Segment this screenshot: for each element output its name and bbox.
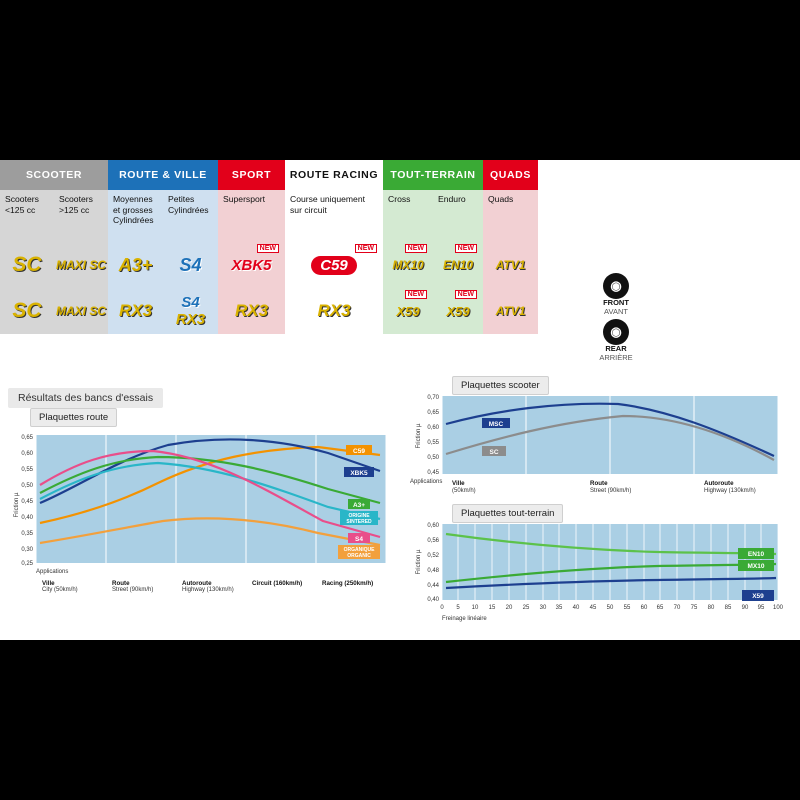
svg-text:5: 5	[456, 605, 460, 611]
y-ticks	[427, 395, 439, 476]
chart-scooter-svg	[408, 382, 788, 502]
pad-front-maxisc[interactable]	[54, 242, 108, 288]
x-axis-label: Applications	[410, 479, 443, 485]
svg-text:0,60: 0,60	[427, 523, 439, 529]
new-badge: NEW	[355, 244, 377, 253]
svg-text:0,60: 0,60	[427, 425, 439, 431]
svg-text:Racing (250km/h): Racing (250km/h)	[322, 580, 374, 587]
svg-text:S4: S4	[355, 536, 363, 543]
svg-text:EN10: EN10	[747, 551, 765, 558]
svg-text:(50km/h): (50km/h)	[452, 488, 476, 494]
pad-front-c59[interactable]	[285, 242, 383, 288]
svg-text:MSC: MSC	[488, 421, 504, 428]
pad-label: C59	[311, 256, 357, 275]
svg-text:45: 45	[589, 605, 597, 611]
pad-front-xbk5[interactable]	[218, 242, 285, 288]
svg-text:0,44: 0,44	[427, 583, 439, 589]
chart-title-tt: Plaquettes tout-terrain	[452, 504, 563, 523]
rear-marker	[586, 318, 646, 364]
front-disc-icon: ◉	[603, 273, 629, 299]
new-badge: NEW	[405, 290, 427, 299]
svg-text:80: 80	[707, 605, 715, 611]
pad-label: MX10	[392, 258, 424, 272]
pad-label: X59	[446, 303, 470, 319]
svg-text:0,45: 0,45	[21, 499, 33, 505]
pad-front-en10[interactable]	[433, 242, 483, 288]
pad-rear-s4-rx3[interactable]	[163, 288, 218, 334]
category-header-row	[0, 160, 646, 190]
subhead-cross: Cross	[383, 190, 433, 242]
pad-label: MAXI SC	[55, 258, 106, 272]
svg-text:25: 25	[522, 605, 530, 611]
x-ticks	[440, 605, 783, 611]
svg-text:Street (90km/h): Street (90km/h)	[590, 488, 632, 494]
pad-label: SC	[12, 253, 42, 276]
subhead-course: Course uniquement sur circuit	[285, 190, 383, 242]
rear-title: REAR	[605, 344, 627, 354]
svg-text:Circuit (160km/h): Circuit (160km/h)	[252, 580, 303, 587]
page-title: Résultats des bancs d'essais	[8, 388, 163, 408]
header-spacer	[538, 160, 646, 190]
chart-title-route: Plaquettes route	[30, 408, 117, 427]
svg-text:0,56: 0,56	[427, 538, 439, 544]
pad-front-mx10[interactable]	[383, 242, 433, 288]
svg-text:0,40: 0,40	[427, 597, 439, 603]
chart-title-scooter: Plaquettes scooter	[452, 376, 549, 395]
rear-sub: ARRIÈRE	[599, 353, 633, 362]
category-route-ville[interactable]: ROUTE & VILLE	[108, 160, 218, 190]
front-marker	[586, 272, 646, 318]
new-badge: NEW	[455, 290, 477, 299]
category-sport[interactable]: SPORT	[218, 160, 285, 190]
svg-text:0,55: 0,55	[427, 440, 439, 446]
pad-rear-rx3-sport[interactable]	[218, 288, 285, 334]
svg-text:15: 15	[488, 605, 496, 611]
svg-text:ORGANIC: ORGANIC	[347, 553, 371, 559]
pad-label: XBK5	[231, 256, 272, 274]
svg-text:Street (90km/h): Street (90km/h)	[112, 587, 154, 593]
pad-label: ATV1	[495, 304, 526, 318]
pad-label: RX3	[234, 301, 269, 320]
svg-text:Autoroute: Autoroute	[182, 580, 212, 587]
svg-text:40: 40	[572, 605, 580, 611]
pad-label: SC	[12, 299, 42, 322]
svg-text:75: 75	[690, 605, 698, 611]
pad-label: A3+	[118, 254, 153, 275]
chart-plaquettes-scooter	[408, 382, 788, 502]
pad-label: X59	[396, 303, 420, 319]
subhead-quads: Quads	[483, 190, 538, 242]
new-badge: NEW	[455, 244, 477, 253]
pad-front-atv1[interactable]	[483, 242, 538, 288]
new-badge: NEW	[405, 244, 427, 253]
svg-text:0,30: 0,30	[21, 547, 33, 553]
product-table	[0, 160, 646, 334]
pad-label: MAXI SC	[55, 304, 106, 318]
pad-front-sc[interactable]	[0, 242, 54, 288]
x-ticks	[42, 580, 373, 593]
rear-disc-icon: ◉	[603, 319, 629, 345]
svg-text:60: 60	[640, 605, 648, 611]
chart-plaquettes-route	[8, 412, 396, 605]
pad-label: RX3	[317, 301, 351, 320]
subhead-row	[0, 190, 646, 242]
pad-rear-x59-enduro[interactable]	[433, 288, 483, 334]
svg-text:Highway (130km/h): Highway (130km/h)	[182, 587, 234, 593]
x-ticks	[452, 480, 756, 494]
svg-text:0,50: 0,50	[427, 455, 439, 461]
svg-text:XBK5: XBK5	[350, 470, 368, 477]
y-axis-label: Friction µ	[416, 549, 422, 575]
svg-text:Highway (130km/h): Highway (130km/h)	[704, 488, 756, 494]
category-scooter[interactable]: SCOOTER	[0, 160, 108, 190]
front-pads-row	[0, 242, 646, 288]
pad-label: ATV1	[495, 258, 526, 272]
svg-text:95: 95	[757, 605, 765, 611]
svg-text:0,65: 0,65	[427, 410, 439, 416]
svg-text:90: 90	[741, 605, 749, 611]
front-marker-label	[603, 299, 629, 316]
svg-text:35: 35	[555, 605, 563, 611]
svg-text:C59: C59	[353, 448, 365, 455]
category-tout-terrain[interactable]: TOUT-TERRAIN	[383, 160, 483, 190]
svg-text:65: 65	[656, 605, 664, 611]
svg-text:0,60: 0,60	[21, 451, 33, 457]
pad-label: S4	[179, 254, 202, 275]
svg-text:0,25: 0,25	[21, 561, 33, 567]
front-rear-column	[586, 272, 646, 364]
rear-marker-label	[599, 345, 632, 362]
front-title: FRONT	[603, 298, 629, 308]
svg-text:70: 70	[673, 605, 681, 611]
y-axis-label: Friction µ	[14, 492, 20, 518]
svg-text:ORGANIQUE: ORGANIQUE	[343, 547, 375, 553]
svg-text:MX10: MX10	[747, 563, 765, 570]
x-axis-label: Freinage linéaire	[442, 616, 487, 622]
section-title-wrap	[8, 388, 163, 408]
category-route-racing[interactable]: ROUTE RACING	[285, 160, 383, 190]
pad-front-s4[interactable]	[163, 242, 218, 288]
chart-plaquettes-tout-terrain	[408, 510, 788, 630]
svg-text:30: 30	[539, 605, 547, 611]
svg-text:Autoroute: Autoroute	[704, 480, 734, 487]
svg-text:A3+: A3+	[352, 502, 366, 509]
y-ticks	[21, 435, 33, 567]
chart-route-svg	[8, 415, 396, 605]
pad-label: RX3	[118, 301, 153, 320]
svg-text:0,70: 0,70	[427, 395, 439, 401]
pad-label-s4: S4	[181, 294, 200, 311]
subhead-scooter-lt125: Scooters <125 cc	[0, 190, 54, 242]
y-axis-label: Friction µ	[416, 423, 422, 449]
catalog-sheet	[0, 160, 800, 640]
pad-front-a3[interactable]	[108, 242, 163, 288]
svg-text:0,48: 0,48	[427, 568, 439, 574]
subhead-spacer	[538, 190, 646, 242]
front-sub: AVANT	[604, 307, 628, 316]
svg-text:Ville: Ville	[452, 480, 465, 487]
svg-text:City (50km/h): City (50km/h)	[42, 587, 78, 593]
svg-text:10: 10	[471, 605, 479, 611]
svg-text:Ville: Ville	[42, 580, 55, 587]
pad-rear-x59-cross[interactable]	[383, 288, 433, 334]
pad-rear-atv1[interactable]	[483, 288, 538, 334]
chart-tt-svg	[408, 510, 788, 630]
subhead-petites: Petites Cylindrées	[163, 190, 218, 242]
x-axis-label: Applications	[36, 569, 69, 575]
svg-text:0,65: 0,65	[21, 435, 33, 441]
svg-text:85: 85	[724, 605, 732, 611]
pad-rear-maxisc[interactable]	[54, 288, 108, 334]
svg-text:0,45: 0,45	[427, 470, 439, 476]
subhead-supersport: Supersport	[218, 190, 285, 242]
new-badge: NEW	[257, 244, 279, 253]
y-ticks	[427, 523, 439, 603]
svg-text:100: 100	[772, 605, 784, 611]
subhead-moyennes: Moyennes et grosses Cylindrées	[108, 190, 163, 242]
svg-text:0,55: 0,55	[21, 467, 33, 473]
pad-label-rx3: RX3	[175, 311, 206, 328]
category-quads[interactable]: QUADS	[483, 160, 538, 190]
pad-label: EN10	[442, 258, 474, 272]
svg-text:X59: X59	[752, 593, 764, 600]
subhead-scooter-gt125: Scooters >125 cc	[54, 190, 108, 242]
svg-text:0,35: 0,35	[21, 531, 33, 537]
pad-rear-rx3[interactable]	[108, 288, 163, 334]
pad-rear-rx3-racing[interactable]	[285, 288, 383, 334]
svg-text:0,40: 0,40	[21, 515, 33, 521]
svg-text:50: 50	[606, 605, 614, 611]
svg-text:0: 0	[440, 605, 444, 611]
svg-text:ORIGINE: ORIGINE	[348, 513, 370, 519]
svg-text:Route: Route	[590, 480, 608, 487]
svg-text:SINTERED: SINTERED	[346, 519, 372, 525]
svg-text:55: 55	[623, 605, 631, 611]
svg-text:0,50: 0,50	[21, 483, 33, 489]
svg-text:0,52: 0,52	[427, 553, 439, 559]
svg-text:Route: Route	[112, 580, 130, 587]
subhead-enduro: Enduro	[433, 190, 483, 242]
rear-pads-row	[0, 288, 646, 334]
svg-text:SC: SC	[489, 449, 499, 456]
svg-text:20: 20	[505, 605, 513, 611]
pad-rear-sc[interactable]	[0, 288, 54, 334]
